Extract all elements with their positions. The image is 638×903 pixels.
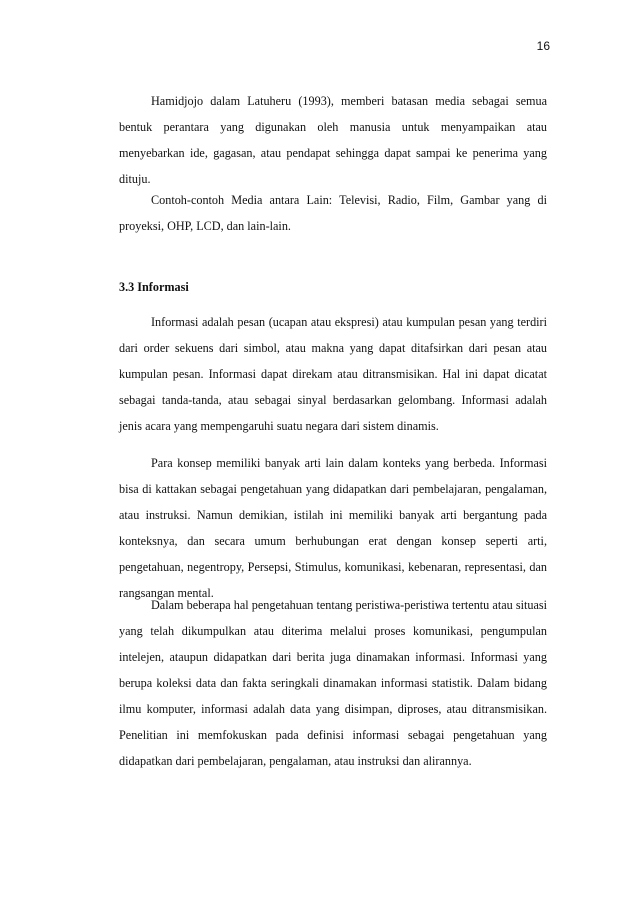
- page-number: 16: [536, 39, 550, 53]
- section-heading: 3.3 Informasi: [119, 280, 189, 294]
- paragraph-knowledge-events: Dalam beberapa hal pengetahuan tentang peristiwa-peristiwa tertentu atau situasi yang telah dikumpulkan atau diterima melalui proses komunikasi, pengumpulan intelejen, ataupun didapatkan dari berita juga dinamakan informasi. Informasi yang berupa koleksi data dan fakta seringkali dinamakan informasi statistik. Dalam bidang ilmu komputer, informasi adalah data yang disimpan, diproses, atau ditransmisikan. Penelitian ini memfokuskan pada definisi informasi sebagai pengetahuan yang didapatkan dari pembelajaran, pengalaman, atau instruksi dan alirannya.: [119, 598, 547, 768]
- paragraph-concept-meanings: Para konsep memiliki banyak arti lain dalam konteks yang berbeda. Informasi bisa di kattakan sebagai pengetahuan yang didapatkan dari pembelajaran, pengalaman, atau instruksi. Namun demikian, istilah ini memiliki banyak arti bergantung pada konteksnya, dan secara umum berhubungan erat dengan konsep seperti arti, pengetahuan, negentropy, Persepsi, Stimulus, komunikasi, kebenaran, representasi, dan rangsangan mental.: [119, 456, 547, 600]
- media-examples-block: [119, 187, 547, 239]
- section-heading-block: [119, 274, 547, 300]
- informasi-block-1: [119, 309, 547, 439]
- paragraph-media-definition: Hamidjojo dalam Latuheru (1993), memberi batasan media sebagai semua bentuk perantara yang digunakan oleh manusia untuk menyampaikan atau menyebarkan ide, gagasan, atau pendapat sehingga dapat sampai ke penerima yang dituju.: [119, 94, 547, 186]
- paragraph-informasi-definition: Informasi adalah pesan (ucapan atau ekspresi) atau kumpulan pesan yang terdiri dari order sekuens dari simbol, atau makna yang dapat ditafsirkan dari pesan atau kumpulan pesan. Informasi dapat direkam atau ditransmisikan. Hal ini dapat dicatat sebagai tanda-tanda, atau sebagai sinyal berdasarkan gelombang. Informasi adalah jenis acara yang mempengaruhi suatu negara dari sistem dinamis.: [119, 315, 547, 433]
- informasi-block-3: [119, 592, 547, 774]
- informasi-block-2: [119, 450, 547, 606]
- intro-block: [119, 88, 547, 192]
- paragraph-media-examples: Contoh-contoh Media antara Lain: Televisi, Radio, Film, Gambar yang di proyeksi, OHP, LCD, dan lain-lain.: [119, 193, 547, 233]
